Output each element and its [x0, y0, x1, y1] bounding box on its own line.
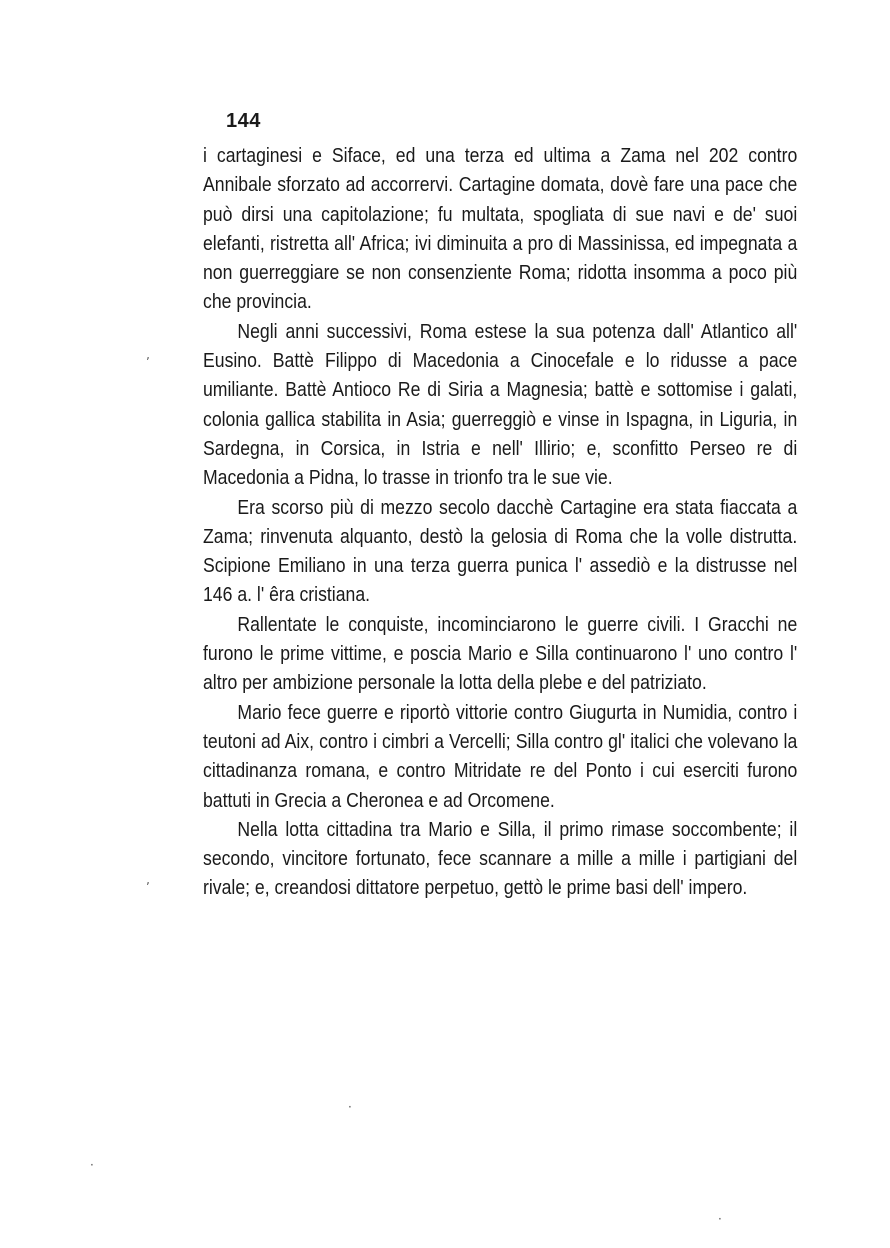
margin-speck: · — [90, 1158, 94, 1172]
margin-speck: · — [718, 1212, 722, 1226]
paragraph-4: Rallentate le conquiste, incominciarono le guerre civili. I Gracchi ne furono le prime vittime, e poscia Mario e Silla continuarono l' uno contro l' altro per ambizione personale la lotta della plebe e del patriziato. — [203, 612, 798, 695]
margin-speck: · — [348, 1100, 352, 1114]
paragraph-3: Era scorso più di mezzo secolo dacchè Cartagine era stata fiaccata a Zama; rinvenuta alquanto, destò la gelosia di Roma che la volle distrutta. Scipione Emiliano in una terza guerra punica l' assediò e la distrusse nel 146 a. l' êra cristiana. — [203, 495, 798, 607]
paragraph-5: Mario fece guerre e riportò vittorie contro Giugurta in Numidia, contro i teutoni ad Aix, contro i cimbri a Vercelli; Silla contro gl' italici che volevano la cittadinanza romana, e contro Mitridate re del Ponto i cui eserciti furono battuti in Grecia a Cheronea e ad Orcomene. — [203, 700, 798, 812]
paragraph-1: i cartaginesi e Siface, ed una terza ed ultima a Zama nel 202 contro Annibale sforzato ad accorrervi. Cartagine domata, dovè fare una pace che può dirsi una capitolazione; fu multata, spogliata di sue navi e de' suoi elefanti, ristretta all' Africa; ivi diminuita a pro di Massinissa, ed impegnata a non guerreggiare se non consenziente Roma; ridotta insomma a poco più che provincia. — [203, 144, 798, 314]
margin-speck: ʼ — [146, 355, 150, 369]
paragraph-2: Negli anni successivi, Roma estese la sua potenza dall' Atlantico all' Eusino. Battè Filippo di Macedonia a Cinocefale e lo ridusse a pace umiliante. Battè Antioco Re di Siria a Magnesia; battè e sottomise i galati, colonia gallica stabilita in Asia; guerreggiò e vinse in Ispagna, in Liguria, in Sardegna, in Corsica, in Istria e nell' Illirio; e, sconfitto Perseo re di Macedonia a Pidna, lo trasse in trionfo tra le sue vie. — [203, 319, 798, 490]
paragraph-6: Nella lotta cittadina tra Mario e Silla, il primo rimase soccombente; il secondo, vincitore fortunato, fece scannare a mille a mille i partigiani del rivale; e, creandosi dittatore perpetuo, gettò le prime basi dell' impero. — [203, 817, 798, 900]
page-number: 144 — [226, 110, 261, 132]
margin-speck: ʼ — [146, 880, 150, 894]
body-text — [203, 141, 797, 903]
